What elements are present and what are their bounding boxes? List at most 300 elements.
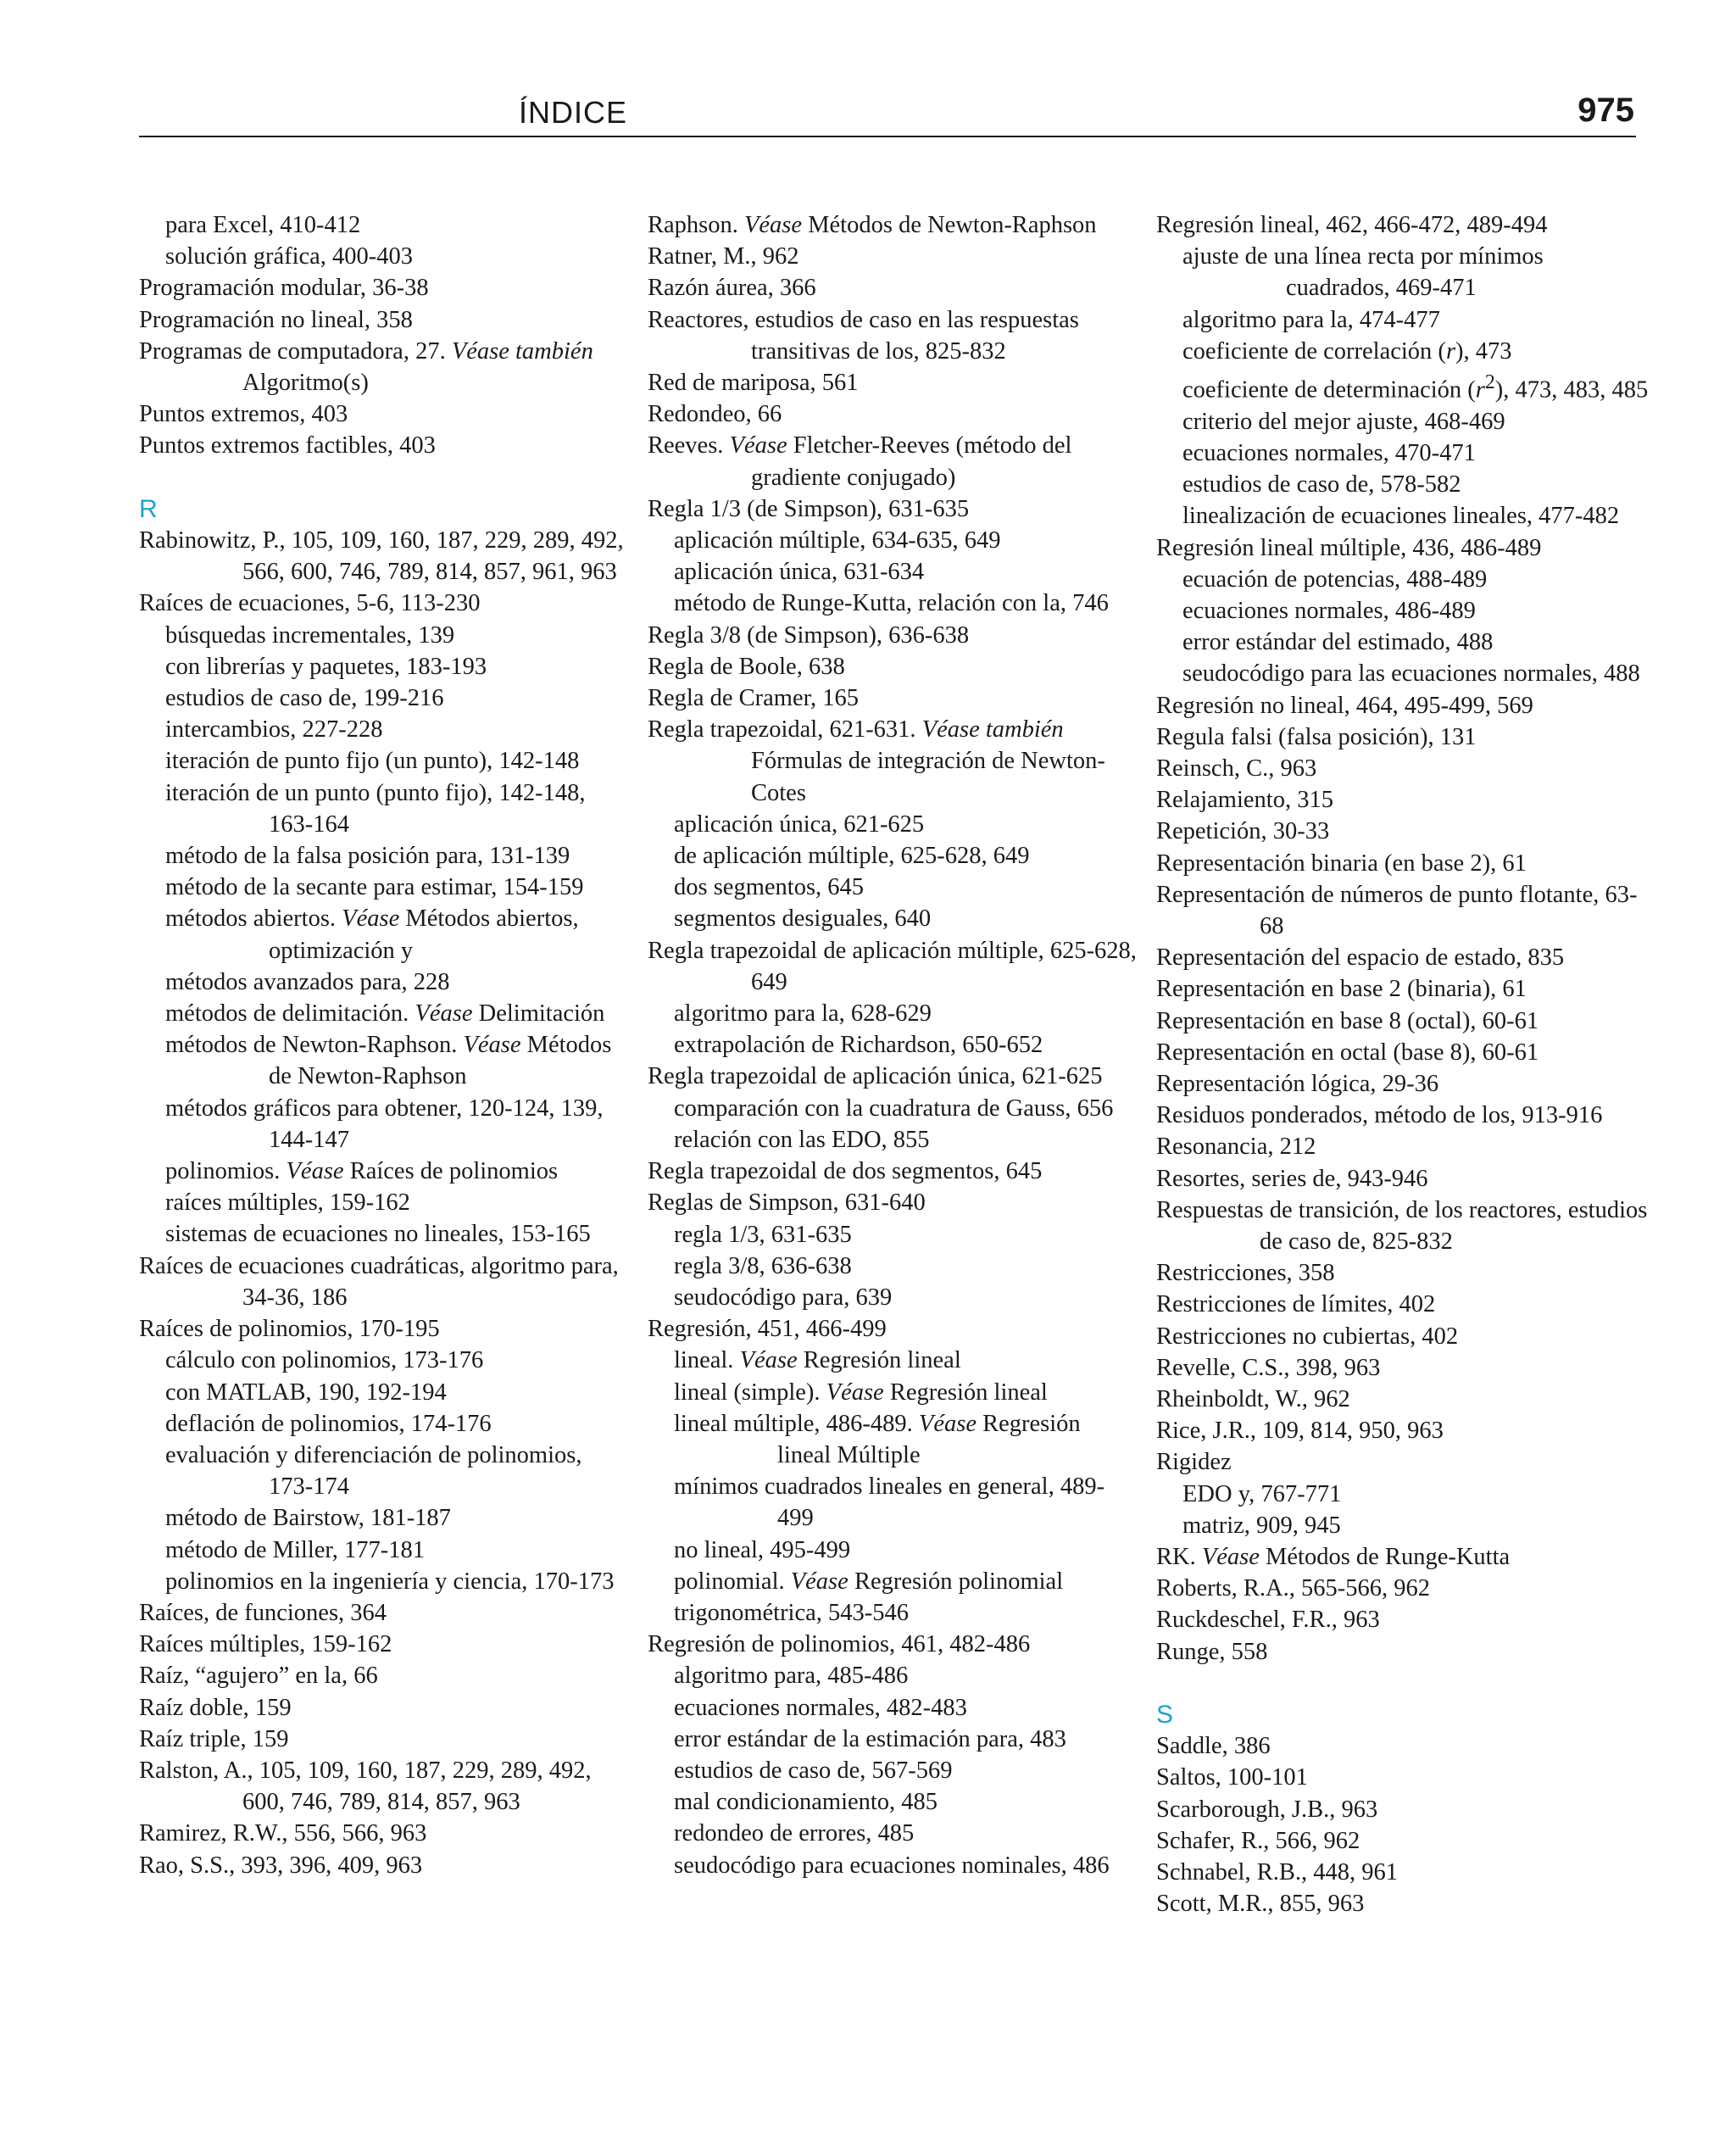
index-entry [648, 620, 1139, 651]
entry-text: Puntos extremos factibles, 403 [139, 432, 436, 460]
entry-text: error estándar de la estimación para, 483 [674, 1725, 1066, 1752]
entry-text: trigonométrica, 543-546 [674, 1599, 910, 1626]
entry-text: Rao, S.S., 393, 396, 409, 963 [139, 1852, 423, 1879]
index-column-3 [1156, 209, 1653, 1919]
entry-text: Resonancia, 212 [1156, 1133, 1316, 1161]
index-entry [139, 1313, 631, 1345]
index-subentry [648, 1345, 1139, 1376]
entry-text: Regla trapezoidal de dos segmentos, 645 [648, 1158, 1043, 1185]
page-number: 975 [1577, 92, 1634, 129]
index-subentry [1156, 1479, 1653, 1510]
entry-text: comparación con la cuadratura de Gauss, 656 [674, 1094, 1114, 1122]
entry-text: segmentos desiguales, 640 [674, 905, 932, 933]
index-subentry [648, 1250, 1139, 1282]
entry-text: no lineal, 495-499 [674, 1536, 851, 1563]
index-entry [1156, 209, 1653, 241]
cross-reference: Véase [415, 1000, 473, 1028]
index-subentry [648, 1786, 1139, 1818]
entry-text: Reinsch, C., 963 [1156, 755, 1317, 782]
cross-reference: Véase también [921, 716, 1064, 744]
index-subentry [648, 1850, 1139, 1881]
entry-text: seudocódigo para ecuaciones nominales, 486 [674, 1852, 1110, 1879]
entry-text: métodos de delimitación. [165, 1000, 415, 1028]
entry-text: métodos avanzados para, 228 [165, 968, 450, 995]
entry-text: Ramirez, R.W., 556, 566, 963 [139, 1820, 427, 1847]
cross-reference: Véase [826, 1379, 884, 1406]
entry-text: Residuos ponderados, método de los, 913-916 [1156, 1102, 1603, 1129]
index-subentry [139, 998, 631, 1029]
index-subentry [648, 1818, 1139, 1849]
entry-text: Raíz, “agujero” en la, 66 [139, 1663, 378, 1690]
index-entry [648, 1313, 1139, 1345]
entry-text-tail: Regresión lineal [797, 1347, 961, 1374]
index-entry [1156, 1163, 1653, 1195]
index-entry [1156, 1257, 1653, 1289]
entry-text: intercambios, 227-228 [165, 716, 383, 744]
entry-text: Programación modular, 36-38 [139, 275, 429, 302]
index-entry [139, 1660, 631, 1691]
entry-text: Representación binaria (en base 2), 61 [1156, 849, 1527, 877]
index-entry [1156, 753, 1653, 784]
entry-text: mal condicionamiento, 485 [674, 1789, 938, 1816]
entry-text: ecuaciones normales, 470-471 [1182, 439, 1476, 466]
entry-text: métodos abiertos. [165, 905, 342, 933]
index-subentry [648, 1377, 1139, 1408]
entry-text: Saltos, 100-101 [1156, 1764, 1308, 1791]
index-subentry [139, 1093, 631, 1156]
index-entry [648, 241, 1139, 272]
entry-text: Relajamiento, 315 [1156, 787, 1333, 814]
entry-text: Repetición, 30-33 [1156, 818, 1330, 845]
entry-text: Programación no lineal, 358 [139, 306, 413, 333]
index-subentry [648, 1566, 1139, 1597]
entry-text: Regresión lineal, 462, 466-472, 489-494 [1156, 212, 1548, 238]
entry-text: estudios de caso de, 567-569 [674, 1757, 953, 1784]
index-subentry [648, 1724, 1139, 1755]
index-entry [1156, 973, 1653, 1005]
entry-text: Regresión de polinomios, 461, 482-486 [648, 1631, 1031, 1658]
index-subentry [648, 1692, 1139, 1724]
index-entry [1156, 1384, 1653, 1415]
entry-text: lineal múltiple, 486-489. [674, 1410, 919, 1437]
entry-text-tail: Delimitación [472, 1000, 605, 1028]
entry-text-tail: Regresión lineal Múltiple [777, 1410, 1081, 1468]
entry-text: Roberts, R.A., 565-566, 962 [1156, 1575, 1430, 1602]
entry-text: Runge, 558 [1156, 1638, 1268, 1665]
entry-text: iteración de un punto (punto fijo), 142-148, 163-164 [165, 779, 586, 838]
entry-text: Revelle, C.S., 398, 963 [1156, 1354, 1381, 1381]
index-entry [648, 493, 1139, 525]
index-entry [1156, 1730, 1653, 1762]
index-subentry [139, 682, 631, 714]
entry-text: deflación de polinomios, 174-176 [165, 1410, 492, 1437]
index-subentry [1156, 627, 1653, 658]
entry-text: Representación del espacio de estado, 835 [1156, 944, 1565, 972]
index-subentry [139, 1535, 631, 1566]
index-entry [1156, 848, 1653, 879]
entry-text: iteración de punto fijo (un punto), 142-148 [165, 748, 580, 775]
index-entry [648, 1629, 1139, 1660]
index-subentry [648, 903, 1139, 934]
index-subentry [1156, 367, 1653, 406]
entry-text: seudocódigo para, 639 [674, 1284, 893, 1311]
index-subentry [139, 903, 631, 966]
index-subentry [1156, 1510, 1653, 1541]
entry-text: Schafer, R., 566, 962 [1156, 1827, 1360, 1854]
entry-text: Raphson. [648, 212, 744, 238]
index-entry [1156, 1541, 1653, 1573]
index-entry [139, 1250, 631, 1313]
entry-text: sistemas de ecuaciones no lineales, 153-165 [165, 1221, 591, 1248]
entry-text-tail: Métodos de Runge-Kutta [1259, 1544, 1511, 1571]
entry-text: redondeo de errores, 485 [674, 1820, 915, 1847]
entry-text: Scarborough, J.B., 963 [1156, 1796, 1378, 1823]
index-subentry [648, 1093, 1139, 1124]
entry-text: con MATLAB, 190, 192-194 [165, 1379, 447, 1406]
index-subentry [139, 1377, 631, 1408]
entry-text: método de la falsa posición para, 131-139 [165, 843, 570, 870]
index-entry [1156, 1857, 1653, 1888]
index-subentry [139, 620, 631, 651]
index-entry [139, 1755, 631, 1818]
index-entry [1156, 1289, 1653, 1320]
entry-text-tail: Regresión polinomial [848, 1568, 1064, 1595]
entry-text: cálculo con polinomios, 173-176 [165, 1347, 484, 1374]
entry-text-tail: Algoritmo(s) [242, 370, 369, 397]
entry-text: algoritmo para, 485-486 [674, 1663, 909, 1690]
index-entry [1156, 1068, 1653, 1100]
cross-reference: Véase [286, 1158, 344, 1185]
entry-text: Raíces de ecuaciones, 5-6, 113-230 [139, 590, 481, 617]
entry-text: Saddle, 386 [1156, 1733, 1271, 1760]
index-entry [1156, 532, 1653, 564]
index-entry [648, 209, 1139, 241]
entry-text: Razón áurea, 366 [648, 275, 816, 302]
cross-reference: Véase [1201, 1544, 1260, 1571]
index-subentry [139, 966, 631, 998]
index-entry [1156, 942, 1653, 973]
entry-text: Regresión lineal múltiple, 436, 486-489 [1156, 534, 1542, 561]
index-subentry [648, 1660, 1139, 1691]
entry-text: Raíz doble, 159 [139, 1694, 292, 1721]
entry-text: Reglas de Simpson, 631-640 [648, 1189, 926, 1217]
index-entry [139, 272, 631, 304]
entry-text-tail: Métodos de Newton-Raphson [802, 212, 1097, 238]
index-entry [1156, 879, 1653, 942]
cross-reference: Véase [463, 1032, 521, 1059]
entry-text: mínimos cuadrados lineales en general, 489-499 [674, 1473, 1105, 1532]
entry-text: Ralston, A., 105, 109, 160, 187, 229, 289, 492, 600, 746, 789, 814, 857, 963 [139, 1757, 592, 1816]
entry-text: Representación de números de punto flotante, 63-68 [1156, 881, 1638, 939]
index-entry [139, 1692, 631, 1724]
entry-text: criterio del mejor ajuste, 468-469 [1182, 408, 1505, 435]
index-subentry [648, 1282, 1139, 1313]
index-column-2 [648, 209, 1139, 1881]
entry-text-tail: Métodos de Newton-Raphson [269, 1032, 612, 1090]
index-entry [139, 1724, 631, 1755]
entry-text: extrapolación de Richardson, 650-652 [674, 1032, 1043, 1059]
index-subentry [139, 1218, 631, 1250]
index-entry [139, 525, 631, 588]
index-entry [1156, 1415, 1653, 1446]
entry-text: EDO y, 767-771 [1182, 1480, 1342, 1507]
index-entry [648, 367, 1139, 398]
index-column-1 [139, 209, 631, 1881]
entry-text: estudios de caso de, 578-582 [1182, 471, 1461, 499]
entry-text: Red de mariposa, 561 [648, 370, 859, 397]
entry-text: coeficiente de correlación ( [1182, 337, 1446, 365]
entry-text: métodos gráficos para obtener, 120-124, 139, 144-147 [165, 1094, 604, 1153]
section-letter: R [139, 494, 158, 523]
index-entry [1156, 1005, 1653, 1037]
index-subentry [139, 840, 631, 872]
entry-text: regla 1/3, 631-635 [674, 1221, 852, 1248]
entry-text: Programas de computadora, 27. [139, 337, 452, 365]
entry-text: con librerías y paquetes, 183-193 [165, 653, 487, 680]
cross-reference: Véase [918, 1410, 976, 1437]
running-head-title: ÍNDICE [519, 95, 628, 130]
entry-text: linealización de ecuaciones lineales, 477-482 [1182, 503, 1620, 530]
index-entry [648, 1187, 1139, 1218]
entry-text: Raíces, de funciones, 364 [139, 1599, 387, 1626]
index-subentry [139, 777, 631, 840]
index-subentry [139, 1566, 631, 1597]
index-entry [139, 1629, 631, 1660]
cross-reference: Véase [739, 1347, 798, 1374]
entry-text: Scott, M.R., 855, 963 [1156, 1891, 1365, 1918]
entry-text: Redondeo, 66 [648, 401, 782, 428]
entry-text: de aplicación múltiple, 625-628, 649 [674, 843, 1030, 870]
index-subentry [648, 1219, 1139, 1250]
entry-text: Regresión, 451, 466-499 [648, 1316, 887, 1343]
index-entry [139, 304, 631, 336]
index-entry [139, 1597, 631, 1629]
index-entry [648, 1061, 1139, 1092]
entry-text: aplicación única, 631-634 [674, 559, 925, 586]
index-entry [1156, 1100, 1653, 1131]
index-subentry [139, 651, 631, 682]
entry-text: métodos de Newton-Raphson. [165, 1032, 464, 1059]
entry-text: lineal (simple). [674, 1379, 826, 1406]
index-entry [1156, 1888, 1653, 1919]
index-subentry [648, 556, 1139, 588]
entry-text: Regla de Cramer, 165 [648, 685, 859, 712]
entry-text: Reeves. [648, 432, 730, 460]
index-entry [139, 588, 631, 619]
cross-reference: Véase también [451, 337, 593, 365]
entry-text: Resortes, series de, 943-946 [1156, 1165, 1428, 1192]
index-subentry [1156, 437, 1653, 469]
index-subentry [1156, 500, 1653, 532]
index-entry [1156, 784, 1653, 816]
cross-reference: Véase [342, 905, 400, 933]
entry-text: Representación lógica, 29-36 [1156, 1070, 1439, 1097]
entry-text: RK. [1156, 1544, 1202, 1571]
entry-text: coeficiente de determinación ( [1182, 376, 1476, 404]
entry-text-tail: Fletcher-Reeves (método del gradiente conjugado) [751, 432, 1072, 491]
index-subentry [648, 1124, 1139, 1156]
entry-text: Regla trapezoidal, 621-631. [648, 716, 922, 744]
entry-text: aplicación múltiple, 634-635, 649 [674, 527, 1001, 554]
entry-text: Raíz triple, 159 [139, 1725, 289, 1752]
index-subentry [139, 1187, 631, 1218]
index-subentry [648, 525, 1139, 556]
entry-text: Rheinboldt, W., 962 [1156, 1386, 1350, 1413]
entry-text: Schnabel, R.B., 448, 961 [1156, 1859, 1398, 1886]
entry-text: Rice, J.R., 109, 814, 950, 963 [1156, 1418, 1444, 1445]
entry-text: Puntos extremos, 403 [139, 401, 348, 428]
cross-reference: Véase [790, 1568, 849, 1595]
index-subentry [139, 872, 631, 903]
index-entry [1156, 1352, 1653, 1384]
index-subentry [139, 714, 631, 745]
index-entry [648, 935, 1139, 998]
index-entry [139, 430, 631, 461]
index-subentry [1156, 336, 1653, 367]
entry-text: búsquedas incrementales, 139 [165, 621, 455, 649]
entry-text: error estándar del estimado, 488 [1182, 629, 1494, 656]
entry-text: Ruckdeschel, F.R., 963 [1156, 1607, 1380, 1634]
index-subentry [648, 1535, 1139, 1566]
entry-text: Restricciones de límites, 402 [1156, 1291, 1436, 1318]
index-entry [648, 651, 1139, 682]
index-subentry [1156, 406, 1653, 437]
entry-text: Regresión no lineal, 464, 495-499, 569 [1156, 692, 1533, 719]
index-entry [1156, 1195, 1653, 1257]
index-entry [1156, 1037, 1653, 1068]
index-subentry [139, 241, 631, 272]
index-subentry [648, 588, 1139, 619]
entry-text: Representación en base 8 (octal), 60-61 [1156, 1007, 1539, 1034]
entry-text: ecuación de potencias, 488-489 [1182, 565, 1488, 593]
index-entry [648, 304, 1139, 367]
entry-text-tail: Raíces de polinomios [343, 1158, 559, 1185]
entry-text-tail: Fórmulas de integración de Newton-Cotes [751, 748, 1105, 806]
entry-text-tail: ), 473, 483, 485 [1494, 376, 1649, 404]
entry-text: algoritmo para la, 628-629 [674, 1000, 932, 1028]
entry-text: Representación en base 2 (binaria), 61 [1156, 976, 1527, 1003]
entry-text: polinomios. [165, 1158, 287, 1185]
entry-text: Raíces múltiples, 159-162 [139, 1631, 392, 1658]
index-entry [1156, 1794, 1653, 1825]
entry-text-tail: Regresión lineal [883, 1379, 1048, 1406]
index-entry [1156, 1604, 1653, 1635]
index-entry [139, 1818, 631, 1849]
index-subentry [139, 745, 631, 777]
index-subentry [648, 840, 1139, 872]
entry-text: para Excel, 410-412 [165, 212, 361, 238]
entry-text: Representación en octal (base 8), 60-61 [1156, 1039, 1539, 1066]
entry-text: aplicación única, 621-625 [674, 810, 925, 838]
entry-text: Regla trapezoidal de aplicación única, 621-625 [648, 1063, 1103, 1090]
index-subentry [648, 1471, 1139, 1534]
index-subentry [1156, 304, 1653, 336]
entry-text: raíces múltiples, 159-162 [165, 1189, 410, 1217]
section-letter: S [1156, 1701, 1174, 1729]
index-subentry [648, 1408, 1139, 1471]
index-subentry [139, 1440, 631, 1502]
index-subentry [648, 1597, 1139, 1629]
entry-text: ecuaciones normales, 486-489 [1182, 597, 1476, 624]
entry-text: ajuste de una línea recta por mínimos cuadrados, 469-471 [1182, 243, 1544, 302]
entry-text: Reactores, estudios de caso en las respuestas transitivas de los, 825-832 [648, 306, 1079, 365]
entry-text: algoritmo para la, 474-477 [1182, 306, 1440, 333]
index-entry [1156, 721, 1653, 753]
entry-text: evaluación y diferenciación de polinomios, 173-174 [165, 1441, 582, 1501]
entry-text-tail: Métodos abiertos, optimización y [269, 905, 579, 964]
entry-text: Regla 3/8 (de Simpson), 636-638 [648, 621, 970, 649]
index-subentry [648, 872, 1139, 903]
index-entry [139, 336, 631, 398]
index-subentry [648, 1755, 1139, 1786]
index-subentry [1156, 564, 1653, 595]
entry-text: Rigidez [1156, 1449, 1232, 1476]
entry-text: Rabinowitz, P., 105, 109, 160, 187, 229, 289, 492, 566, 600, 746, 789, 814, 857, 961, 963 [139, 527, 624, 586]
header-rule [139, 136, 1636, 137]
superscript: 2 [1484, 371, 1495, 394]
entry-text-tail: ), 473 [1455, 337, 1512, 365]
cross-reference: Véase [729, 432, 787, 460]
entry-text: método de Bairstow, 181-187 [165, 1505, 451, 1532]
index-subentry [139, 1029, 631, 1092]
index-entry [648, 398, 1139, 430]
index-entry [1156, 1446, 1653, 1478]
index-entry [1156, 1825, 1653, 1857]
entry-text: solución gráfica, 400-403 [165, 243, 414, 270]
index-entry [1156, 1131, 1653, 1162]
entry-text: matriz, 909, 945 [1182, 1512, 1341, 1539]
entry-text: método de Runge-Kutta, relación con la, 746 [674, 590, 1109, 617]
index-entry [1156, 1636, 1653, 1668]
entry-text: método de Miller, 177-181 [165, 1536, 425, 1563]
entry-text: polinomios en la ingeniería y ciencia, 170-173 [165, 1568, 615, 1595]
entry-text: Regla trapezoidal de aplicación múltiple, 625-628, 649 [648, 937, 1137, 995]
index-entry [648, 714, 1139, 809]
index-entry [1156, 816, 1653, 847]
index-subentry [139, 1408, 631, 1440]
cross-reference: r [1475, 376, 1485, 404]
index-subentry [139, 1345, 631, 1376]
entry-text: Restricciones, 358 [1156, 1260, 1335, 1287]
index-subentry [139, 1156, 631, 1187]
index-entry [1156, 690, 1653, 721]
index-entry [648, 430, 1139, 493]
entry-text: Ratner, M., 962 [648, 243, 799, 270]
entry-text: Regla 1/3 (de Simpson), 631-635 [648, 495, 970, 522]
entry-text: ecuaciones normales, 482-483 [674, 1694, 967, 1721]
index-subentry [1156, 595, 1653, 627]
index-subentry [648, 1029, 1139, 1061]
entry-text: relación con las EDO, 855 [674, 1126, 930, 1153]
index-subentry [1156, 241, 1653, 304]
index-subentry [139, 209, 631, 241]
index-entry [648, 272, 1139, 304]
index-entry [1156, 1573, 1653, 1604]
index-entry [139, 1850, 631, 1881]
index-subentry [648, 809, 1139, 840]
entry-text: seudocódigo para las ecuaciones normales, 488 [1182, 660, 1640, 688]
cross-reference: Véase [744, 212, 803, 238]
index-entry [648, 682, 1139, 714]
index-entry [648, 1156, 1139, 1187]
entry-text: Raíces de ecuaciones cuadráticas, algoritmo para, 34-36, 186 [139, 1252, 619, 1311]
index-entry [1156, 1321, 1653, 1352]
entry-text: Restricciones no cubiertas, 402 [1156, 1323, 1459, 1350]
entry-text: Respuestas de transición, de los reactores, estudios de caso de, 825-832 [1156, 1196, 1648, 1255]
index-subentry [139, 1502, 631, 1534]
entry-text: Regla de Boole, 638 [648, 653, 845, 680]
entry-text: lineal. [674, 1347, 740, 1374]
